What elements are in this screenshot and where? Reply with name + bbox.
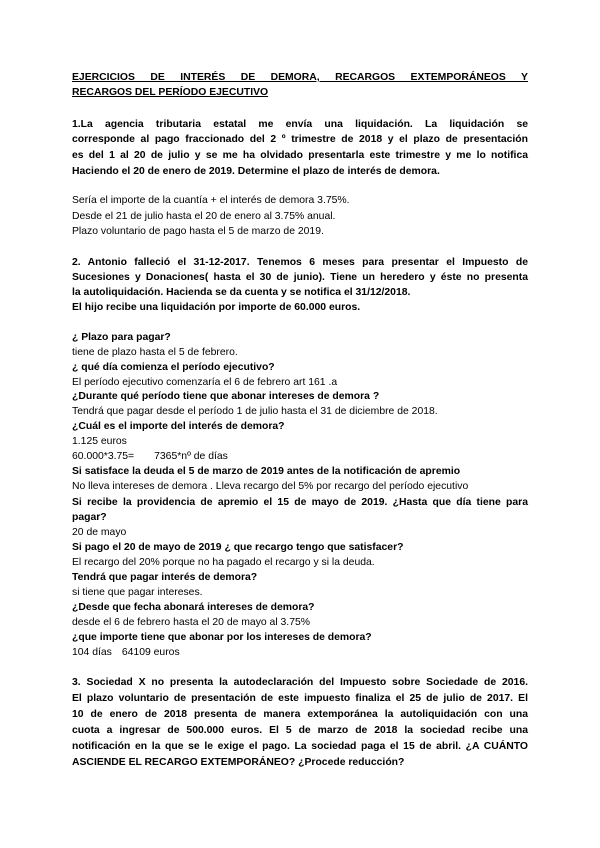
ex2-answer-10 [72, 646, 180, 659]
ex2-question-3: ¿Durante qué período tiene que abonar intereses de demora ? [72, 391, 380, 402]
ex2-question-5: Si satisface la deuda el 5 de marzo de 2019 antes de la notificación de apremio [72, 466, 461, 477]
ex3-statement-line-6: ASCIENDE EL RECARGO EXTEMPORÁNEO? ¿Procede reducción? [72, 757, 405, 768]
ex2-answer-2: El período ejecutivo comenzaría el 6 de febrero art 161 .a [72, 377, 338, 388]
ex2-question-10: ¿que importe tiene que abonar por los intereses de demora? [72, 632, 372, 643]
ex3-statement-line-1: 3. Sociedad X no presenta la autodeclaración del Impuesto sobre Sociedade de 2016. [72, 677, 528, 688]
ex3-statement-line-2: El plazo voluntario de presentación de este impuesto finaliza el 25 de julio de 2017. El [72, 693, 528, 704]
ex1-statement-line-4: Haciendo el 20 de enero de 2019. Determine el plazo de interés de demora. [72, 166, 440, 177]
ex2-statement-line-1: 2. Antonio falleció el 31-12-2017. Tenemos 6 meses para presentar el Impuesto de [72, 257, 528, 268]
ex2-answer-10-amount: 64109 euros [121, 647, 180, 658]
ex2-question-1: ¿ Plazo para pagar? [72, 332, 171, 343]
ex2-answer-8: si tiene que pagar intereses. [72, 587, 203, 598]
ex2-answer-4-calc-left: 60.000*3.75= [72, 451, 135, 462]
ex2-answer-4-calc [72, 450, 228, 463]
title-line-1: EJERCICIOS DE INTERÉS DE DEMORA, RECARGOS EXTEMPORÁNEOS Y [72, 72, 528, 83]
ex2-statement-line-2: Sucesiones y Donaciones( hasta el 30 de junio). Tiene un heredero y éste no presenta [72, 272, 528, 283]
ex2-answer-5: No lleva intereses de demora . Lleva recargo del 5% por recargo del período ejecutivo [72, 481, 469, 492]
ex2-question-9: ¿Desde que fecha abonará intereses de demora? [72, 602, 315, 613]
ex2-answer-4-calc-right: 7365*nº de días [154, 451, 228, 462]
ex1-statement-line-2: corresponde al pago fraccionado del 2 º trimestre de 2018 y el plazo de presentación [72, 134, 528, 145]
ex1-answer-1: Sería el importe de la cuantía + el interés de demora 3.75%. [72, 195, 350, 206]
ex2-statement-line-4: El hijo recibe una liquidación por importe de 60.000 euros. [72, 302, 361, 313]
ex2-answer-1: tiene de plazo hasta el 5 de febrero. [72, 347, 238, 358]
ex2-question-7: Si pago el 20 de mayo de 2019 ¿ que recargo tengo que satisfacer? [72, 542, 404, 553]
ex2-answer-9: desde el 6 de febrero hasta el 20 de mayo al 3.75% [72, 617, 310, 628]
title-line-2: RECARGOS DEL PERÍODO EJECUTIVO [72, 87, 269, 98]
ex1-statement-line-1: 1.La agencia tributaria estatal me envía una liquidación. La liquidación se [72, 119, 528, 130]
ex2-question-8: Tendrá que pagar interés de demora? [72, 572, 258, 583]
ex3-statement-line-5: notificación en la que se le exige el pago. La sociedad paga el 15 de abril. ¿A CUÁNTO [72, 741, 528, 752]
ex1-answer-3: Plazo voluntario de pago hasta el 5 de marzo de 2019. [72, 226, 324, 237]
ex2-question-6-line-2: pagar? [72, 512, 107, 523]
ex2-question-6-line-1: Si recibe la providencia de apremio el 15 de mayo de 2019. ¿Hasta que día tiene para [72, 497, 528, 508]
ex2-answer-10-days: 104 días [72, 647, 112, 658]
ex2-question-4: ¿Cuál es el importe del interés de demora? [72, 421, 285, 432]
ex2-answer-3: Tendrá que pagar desde el período 1 de julio hasta el 31 de diciembre de 2018. [72, 406, 438, 417]
ex1-answer-2: Desde el 21 de julio hasta el 20 de enero al 3.75% anual. [72, 211, 336, 222]
ex2-answer-7: El recargo del 20% porque no ha pagado el recargo y si la deuda. [72, 557, 375, 568]
ex2-statement-line-3: la autoliquidación. Hacienda se da cuenta y se notifica el 31/12/2018. [72, 287, 411, 298]
ex2-answer-6: 20 de mayo [72, 527, 127, 538]
ex3-statement-line-4: cuota a ingresar de 500.000 euros. El 5 de marzo de 2018 la sociedad recibe una [72, 725, 528, 736]
ex2-question-2: ¿ qué día comienza el período ejecutivo? [72, 362, 275, 373]
ex3-statement-line-3: 10 de enero de 2018 presenta de manera extemporánea la autoliquidación con una [72, 709, 528, 720]
ex2-answer-4: 1.125 euros [72, 436, 127, 447]
ex1-statement-line-3: es del 1 al 20 de julio y se me ha olvidado presentarla este trimestre y me lo notifica [72, 150, 528, 161]
